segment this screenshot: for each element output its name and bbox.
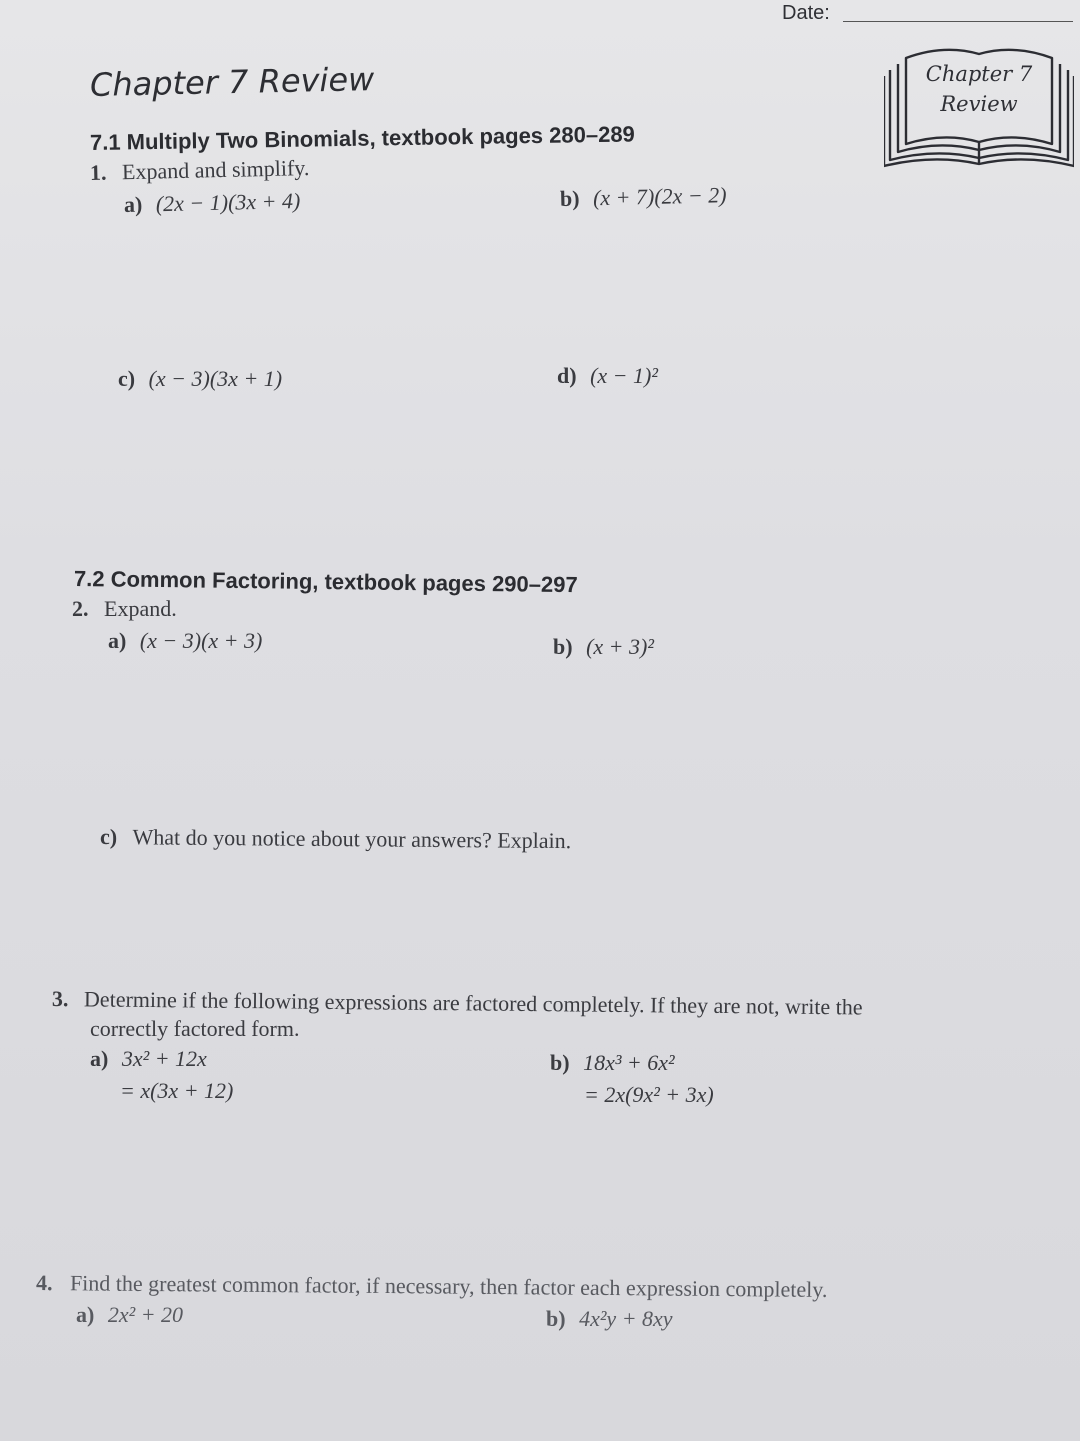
question-instruction: Find the greatest common factor, if necessary, then factor each expression completely. (69, 1270, 828, 1302)
badge-line2: Review (940, 92, 1018, 116)
expression: 4x²y + 8xy (579, 1306, 673, 1331)
part-label: c) (118, 366, 136, 391)
expression: 2x² + 20 (107, 1302, 184, 1327)
question-number: 2. (72, 596, 89, 621)
part-label: a) (90, 1046, 109, 1071)
question-instruction: Expand. (104, 596, 177, 621)
chapter-title: Chapter 7 Review (89, 60, 375, 104)
question-2b (553, 634, 654, 660)
question-1c (118, 366, 282, 392)
question-number: 3. (51, 986, 69, 1012)
question-3-line2: correctly factored form. (90, 1016, 300, 1041)
part-label: b) (550, 1050, 570, 1075)
question-3a-line1 (90, 1046, 207, 1072)
question-1a (124, 188, 301, 218)
question-2a (108, 628, 262, 654)
date-line (843, 21, 1073, 22)
expression: (x + 7)(2x − 2) (592, 182, 727, 211)
part-label: a) (76, 1302, 95, 1327)
expression: (x − 3)(x + 3) (139, 628, 263, 653)
question-3b-line1 (550, 1050, 675, 1076)
expression: 18x³ + 6x² (583, 1050, 675, 1075)
question-3b-line2: = 2x(9x² + 3x) (584, 1082, 714, 1107)
question-1 (90, 155, 310, 186)
question-instruction: Expand and simplify. (121, 155, 310, 185)
question-4 (36, 1270, 828, 1303)
part-label: b) (546, 1306, 566, 1331)
question-text: What do you notice about your answers? Explain. (132, 824, 572, 854)
question-2 (72, 596, 177, 622)
question-number: 4. (35, 1270, 53, 1296)
badge-line1: Chapter 7 (925, 62, 1033, 86)
expression: (x − 1)² (590, 363, 658, 388)
question-number: 1. (89, 159, 107, 185)
part-label: a) (123, 191, 143, 217)
question-instruction-line1: Determine if the following expressions are factored completely. If they are not, write the (83, 986, 863, 1020)
date-label: Date: (782, 2, 830, 24)
part-label: d) (557, 363, 577, 388)
question-4a (76, 1302, 183, 1328)
expression: 3x² + 12x (121, 1046, 207, 1071)
part-label: b) (559, 185, 580, 211)
section-title-7-1: 7.1 Multiply Two Binomials, textbook pages 280–289 (89, 121, 635, 155)
question-1d (557, 363, 658, 389)
part-label: b) (553, 634, 573, 659)
question-3a-line2: = x(3x + 12) (120, 1078, 234, 1103)
section-title-7-2: 7.2 Common Factoring, textbook pages 290–297 (73, 566, 578, 598)
question-4b (546, 1306, 673, 1332)
part-label: a) (108, 628, 127, 653)
chapter-review-badge (884, 44, 1074, 170)
question-2c (100, 824, 571, 854)
expression: (x + 3)² (586, 634, 654, 659)
expression: (x − 3)(3x + 1) (148, 366, 283, 391)
expression: (2x − 1)(3x + 4) (155, 188, 301, 217)
question-1b (560, 182, 727, 212)
part-label: c) (99, 824, 118, 850)
